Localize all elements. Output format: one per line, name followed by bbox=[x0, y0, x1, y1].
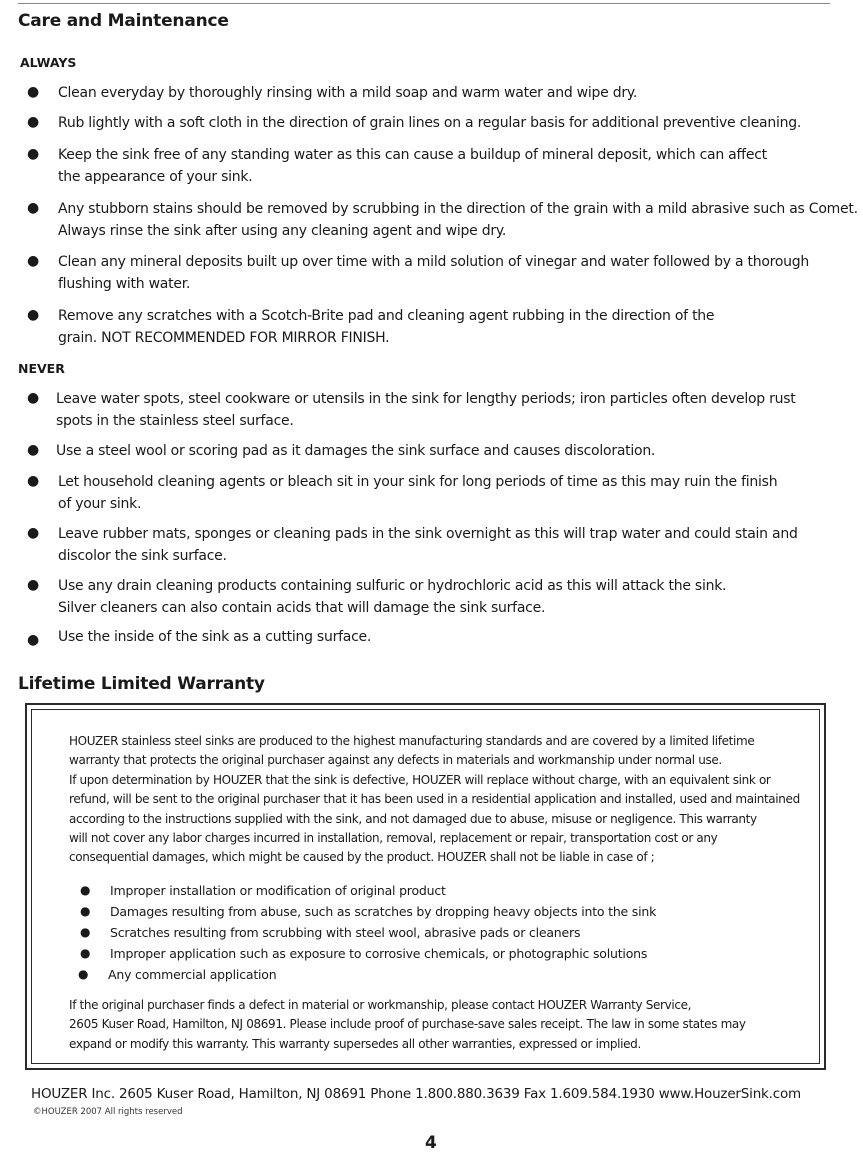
copyright: ©HOUZER 2007 All rights reserved bbox=[33, 1107, 183, 1117]
always-heading: ALWAYS bbox=[20, 55, 77, 70]
bullet-icon: ● bbox=[78, 967, 89, 981]
bullet-icon: ● bbox=[27, 525, 40, 541]
footer-contact: HOUZER Inc. 2605 Kuser Road, Hamilton, NJ 08691 Phone 1.800.880.3639 Fax 1.609.584.1930 www.HouzerSink.com bbox=[31, 1086, 801, 1102]
bullet-icon: ● bbox=[27, 200, 40, 216]
bullet-icon: ● bbox=[27, 632, 40, 648]
bullet-icon: ● bbox=[27, 114, 40, 130]
exclusion-item: ● Scratches resulting from scrubbing with steel wool, abrasive pads or cleaners bbox=[32, 922, 819, 943]
exclusion-item: ● Improper installation or modification of original product bbox=[32, 880, 819, 901]
exclusion-item: ● Improper application such as exposure to corrosive chemicals, or photographic solutions bbox=[32, 943, 819, 964]
bullet-icon: ● bbox=[80, 883, 91, 897]
bullet-icon: ● bbox=[27, 84, 40, 100]
bullet-icon: ● bbox=[80, 946, 91, 960]
warranty-intro: HOUZER stainless steel sinks are produced to the highest manufacturing standards and are covered by a limited lifetime warranty that protects the original purchaser against any defects in materials and workmanship under normal use. If upon determination by HOUZER that the sink is defective, HOUZER will replace without charge, with an equivalent sink or refund, will be sent to the original purchaser that it has been used in a residential application and installed, used and maintained according to the instructions supplied with the sink, and not damaged due to abuse, misuse or negligence. This warranty will not cover any labor charges incurred in installation, removal, replacement or repair, transportation cost or any consequential damages, which might be caused by the product. HOUZER shall not be liable in case of ; bbox=[69, 734, 800, 865]
bullet-icon: ● bbox=[80, 925, 91, 939]
bullet-icon: ● bbox=[27, 577, 40, 593]
warranty-closing: If the original purchaser finds a defect in material or workmanship, please contact HOUZER Warranty Service, 2605 Kuser Road, Hamilton, NJ 08691. Please include proof of purchase-save sales receipt. The law in some states may expand or modify this warranty. This warranty supersedes all other warranties, expressed or implied. bbox=[69, 998, 746, 1051]
warranty-title: Lifetime Limited Warranty bbox=[18, 674, 265, 694]
bullet-icon: ● bbox=[27, 146, 40, 162]
warranty-inner-frame bbox=[31, 709, 820, 1064]
never-heading: NEVER bbox=[18, 361, 65, 376]
warranty-box bbox=[25, 703, 826, 1070]
bullet-icon: ● bbox=[80, 904, 91, 918]
care-maintenance-title: Care and Maintenance bbox=[18, 11, 229, 31]
bullet-icon: ● bbox=[27, 253, 40, 269]
bullet-icon: ● bbox=[27, 390, 40, 406]
exclusion-item: ● Any commercial application bbox=[32, 964, 819, 985]
page-number: 4 bbox=[425, 1133, 437, 1153]
bullet-icon: ● bbox=[27, 307, 40, 323]
top-rule bbox=[18, 3, 830, 4]
bullet-icon: ● bbox=[27, 442, 40, 458]
exclusion-item: ● Damages resulting from abuse, such as scratches by dropping heavy objects into the sink bbox=[32, 901, 819, 922]
bullet-icon: ● bbox=[27, 473, 40, 489]
